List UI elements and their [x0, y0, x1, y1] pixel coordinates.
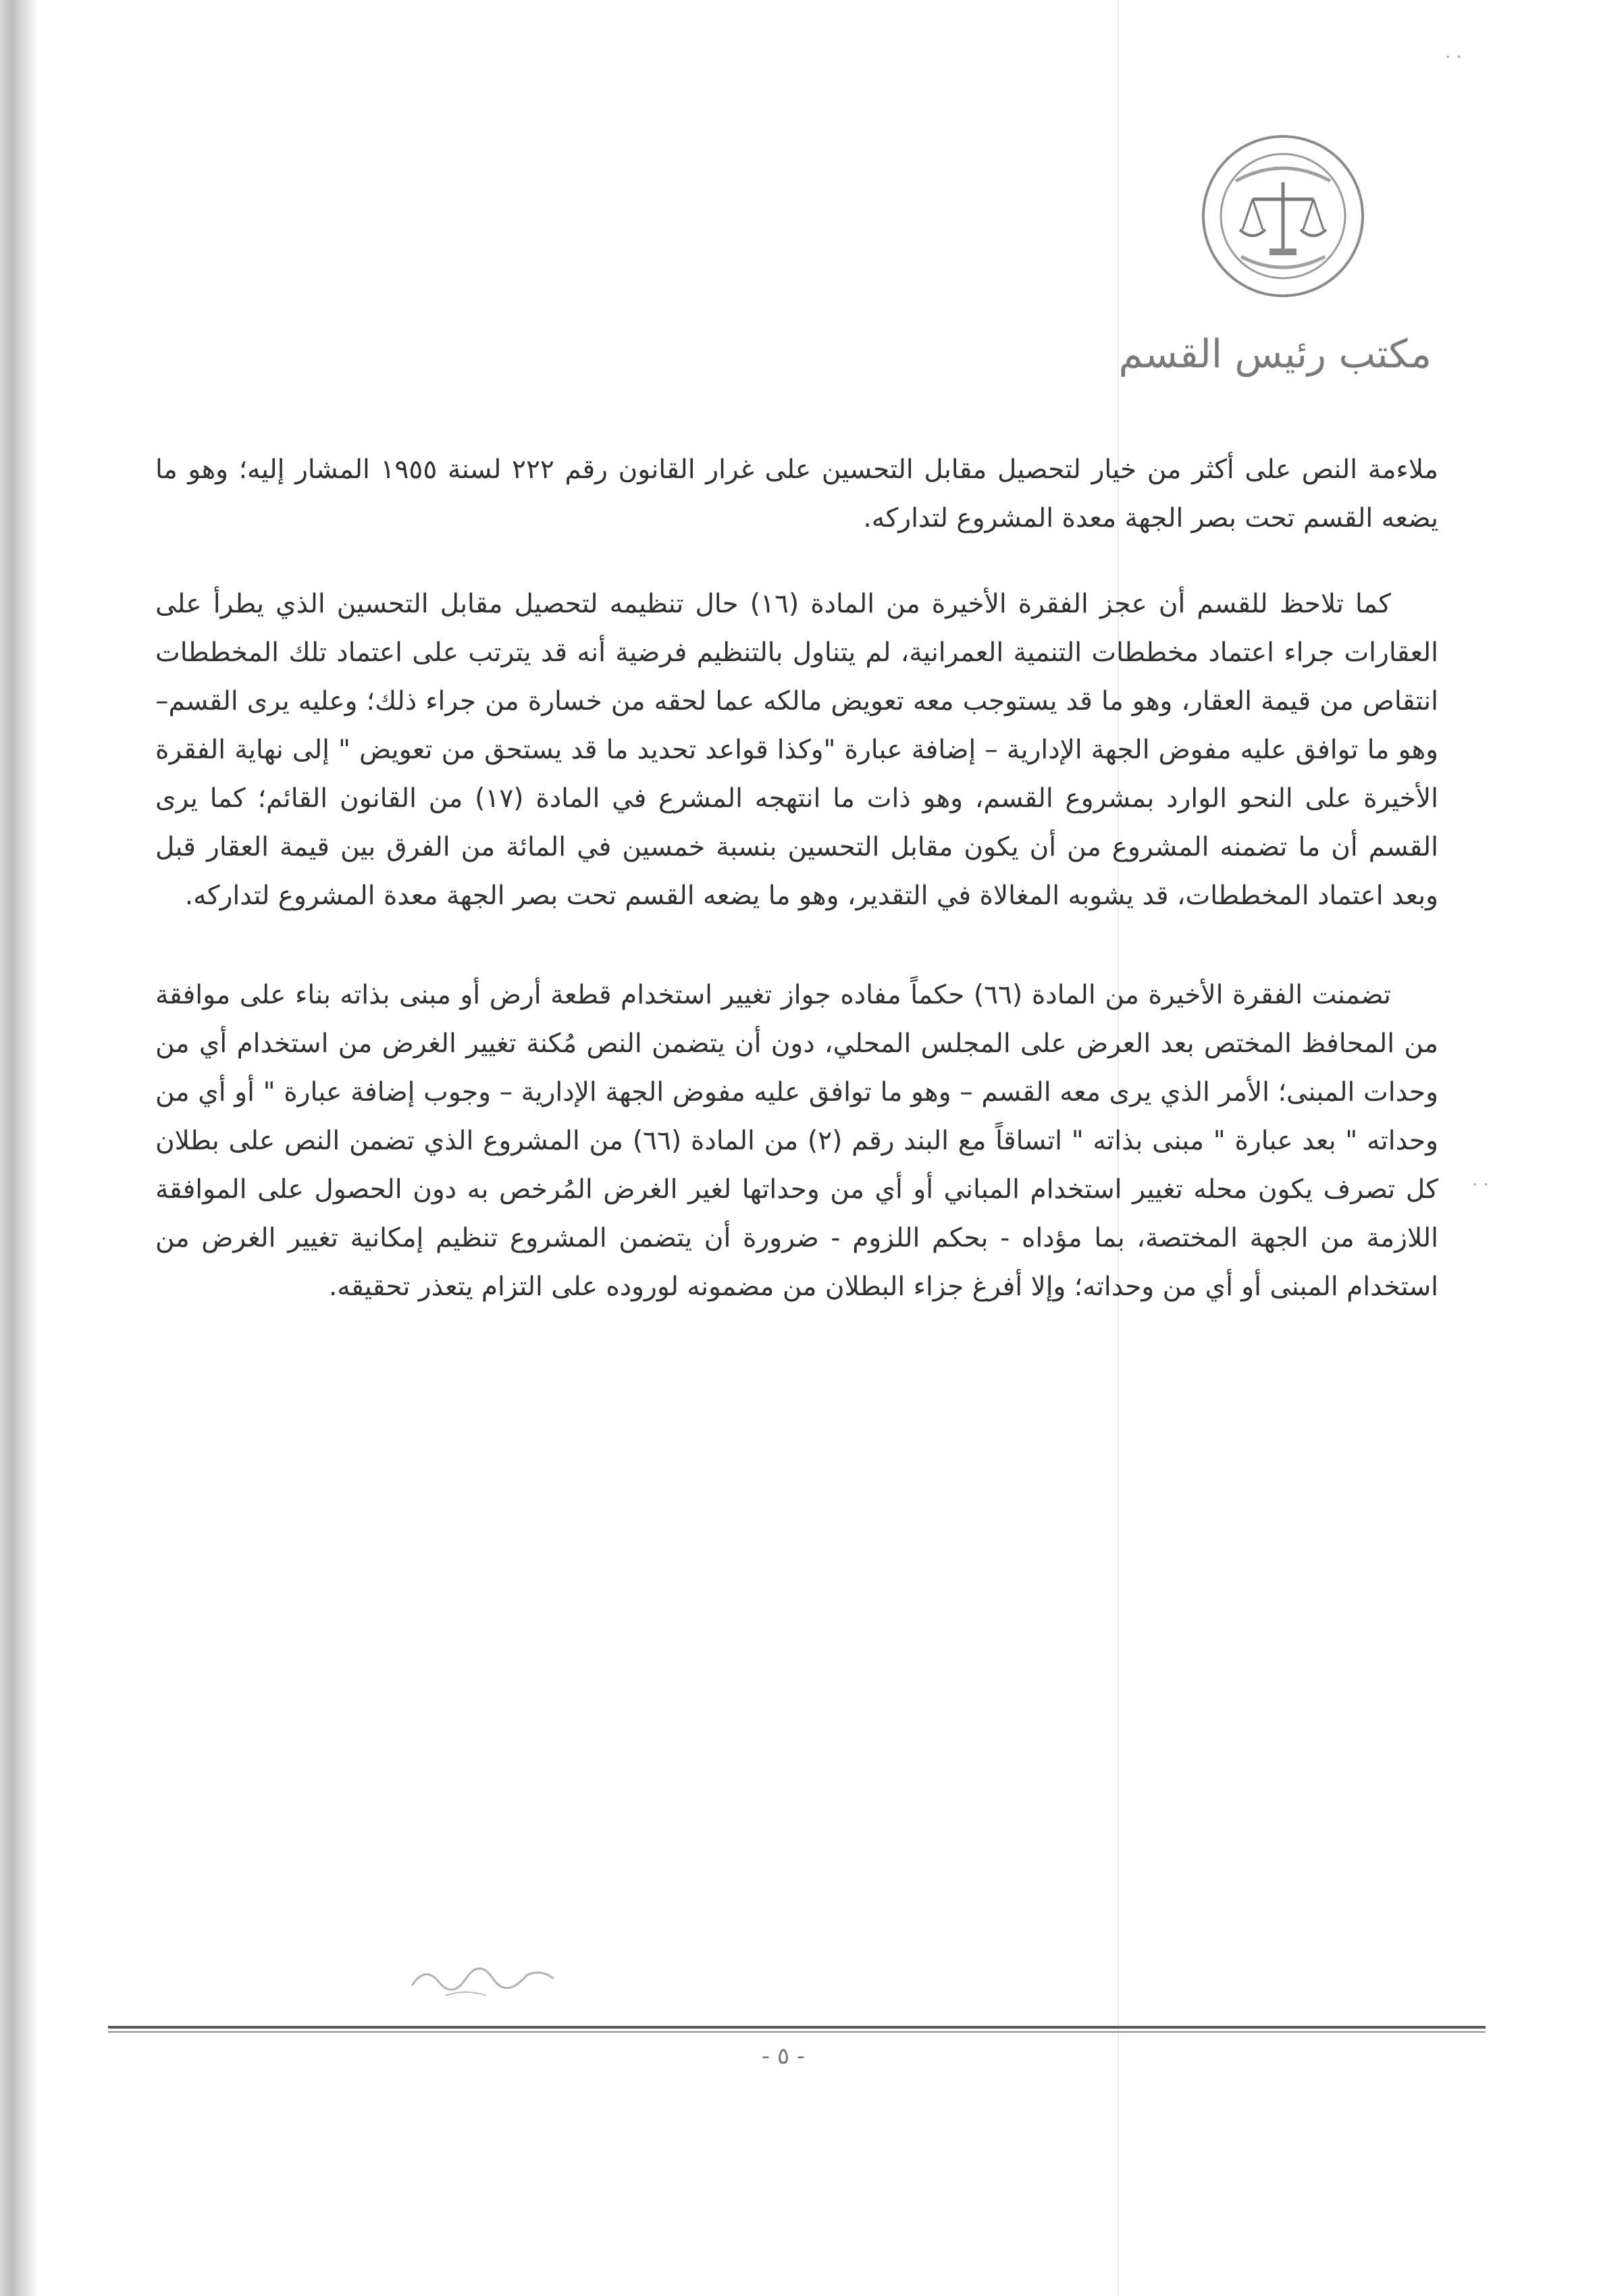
office-title: مكتب رئيس القسم	[1118, 331, 1432, 377]
page-number: - ٥ -	[761, 2043, 806, 2070]
paragraph-1: ملاءمة النص على أكثر من خيار لتحصيل مقابل التحسين على غرار القانون رقم ٢٢٢ لسنة ١٩٥٥ المشار إليه؛ وهو ما يضعه القسم تحت بصر الجهة معدة المشروع لتداركه.	[155, 454, 1438, 533]
scan-left-edge	[0, 0, 39, 2296]
footer-divider-secondary	[108, 2031, 1486, 2033]
footer-divider	[108, 2026, 1486, 2029]
signature-mark	[405, 1945, 581, 2006]
scan-speck: · ·	[1472, 1175, 1489, 1195]
paragraph-2: كما تلاحظ للقسم أن عجز الفقرة الأخيرة من المادة (١٦) حال تنظيمه لتحصيل مقابل التحسين الذي يطرأ على العقارات جراء اعتماد مخططات التنمية العمرانية، لم يتناول بالتنظيم فرضية أنه قد يترتب على اعتماد تلك المخططات انتقاص من قيمة العقار، وهو ما قد يستوجب معه تعويض مالكه عما لحقه من خسارة من جراء ذلك؛ وعليه يرى القسم– وهو ما توافق عليه مفوض الجهة الإدارية – إضافة عبارة "وكذا قواعد تحديد ما قد يستحق من تعويض " إلى نهاية الفقرة الأخيرة على النحو الوارد بمشروع القسم، وهو ذات ما انتهجه المشرع في المادة (١٧) من القانون القائم؛ كما يرى القسم أن ما تضمنه المشروع من أن يكون مقابل التحسين بنسبة خمسين في المائة من الفرق بين قيمة العقار قبل وبعد اعتماد المخططات، قد يشوبه المغالاة في التقدير، وهو ما يضعه القسم تحت بصر الجهة معدة المشروع لتداركه.	[155, 589, 1438, 911]
scales-of-justice-seal-icon	[1195, 128, 1371, 304]
document-body	[155, 446, 1438, 1311]
scan-speck: · ·	[1445, 47, 1462, 68]
paragraph-3: تضمنت الفقرة الأخيرة من المادة (٦٦) حكماً مفاده جواز تغيير استخدام قطعة أرض أو مبنى بذاته بناء على موافقة من المحافظ المختص بعد العرض على المجلس المحلي، دون أن يتضمن النص مُكنة تغيير الغرض من استخدام أي من وحدات المبنى؛ الأمر الذي يرى معه القسم – وهو ما توافق عليه مفوض الجهة الإدارية – وجوب إضافة عبارة " أو أي من وحداته " بعد عبارة " مبنى بذاته " اتساقاً مع البند رقم (٢) من المادة (٦٦) من المشروع الذي تضمن النص على بطلان كل تصرف يكون محله تغيير استخدام المباني أو أي من وحداتها لغير الغرض المُرخص به دون الحصول على الموافقة اللازمة من الجهة المختصة، بما مؤداه - بحكم اللزوم - ضرورة أن يتضمن المشروع تنظيم إمكانية تغيير الغرض من استخدام المبنى أو أي من وحداته؛ وإلا أفرغ جزاء البطلان من مضمونه لوروده على التزام يتعذر تحقيقه.	[155, 980, 1438, 1302]
